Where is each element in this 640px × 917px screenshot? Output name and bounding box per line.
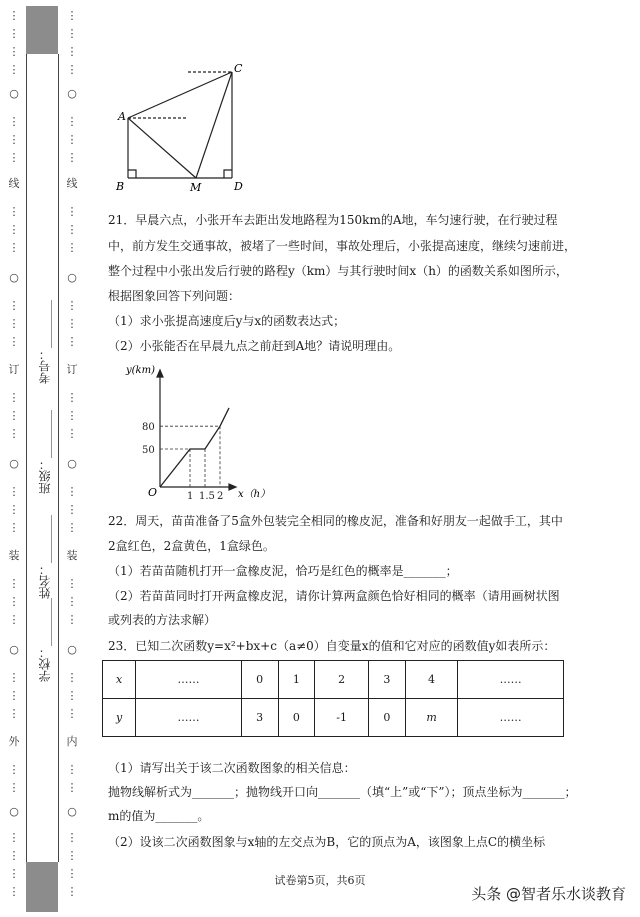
q21-line4: 根据图象回答下列问题：: [108, 289, 241, 303]
q23-sub1a: 抛物线解析式为_______；抛物线开口向_______（填“上”或“下”）；顶点坐标为_______；: [108, 785, 577, 799]
table-row-y: [103, 699, 564, 737]
q23-sub1b: m的值为_______。: [108, 809, 210, 823]
q22-sub1: （1）若苗苗随机打开一盒橡皮泥，恰巧是红色的概率是_______；: [108, 564, 458, 578]
outer-outside-char: 外: [8, 735, 20, 748]
y-axis-label: y(km): [126, 365, 155, 376]
q22-sub2b: 或列表的方法求解）: [108, 613, 217, 627]
q21-line2: 中，前方发生交通事故，被堵了一些时间，事故处理后，小张提高速度，继续匀速前进，: [108, 239, 577, 253]
distance-time-chart: [110, 360, 280, 505]
outer-dotted-column: ⋮ ⋮ ⋮ ⋮ ○ ⋮ ⋮ ⋮ 线 ⋮ ⋮ ⋮ ○ ⋮ ⋮ ⋮ 订 ⋮ ⋮ ⋮ ○ ⋮ ⋮ ⋮ 装 ⋮ ⋮ ⋮ ○ ⋮ ⋮ ⋮ 外 ⋮ ⋮ ○ ⋮ ⋮ ⋮ ⋮: [8, 9, 20, 898]
q21-line3: 整个过程中小张出发后行驶的路程y（km）与其行驶时间x（h）的函数关系如图所示，: [108, 264, 568, 278]
table-cell: m: [405, 699, 458, 737]
x-axis-arrow: [229, 484, 236, 490]
table-cell: 0: [369, 699, 406, 737]
label-m: M: [190, 181, 202, 194]
q22-line2: 2盒红色，2盒黄色，1盒绿色。: [108, 539, 275, 553]
page-footer: 试卷第5页，共6页: [274, 874, 366, 887]
table-cell: 1: [278, 661, 315, 699]
x-tick-label: 2: [217, 491, 224, 502]
label-b: B: [116, 180, 125, 193]
binding-strip: [0, 0, 90, 917]
y-tick-label: 80: [142, 422, 155, 434]
table-cell: 3: [369, 661, 406, 699]
table-cell: 3: [241, 699, 278, 737]
table-cell: 0: [278, 699, 315, 737]
y-tick-label: 50: [142, 445, 155, 456]
watermark: 头条 @智者乐水谈教育: [471, 885, 626, 903]
label-c: C: [234, 62, 243, 75]
chart-series-line: [160, 408, 229, 487]
y-axis-arrow: [157, 370, 163, 377]
table-cell: ……: [136, 699, 242, 737]
gray-block-top: [26, 6, 58, 54]
table-cell: ……: [136, 661, 242, 699]
inner-line-char: 线: [66, 177, 78, 190]
table-row-x: [103, 661, 564, 699]
table-cell: y: [103, 699, 136, 737]
q21-line1: 21．早晨六点，小张开车去距出发地路程为150km的A地，车匀速行驶，在行驶过程: [108, 213, 558, 227]
x-axis-label: x（h）: [238, 489, 271, 500]
school-label: 学校：________: [38, 598, 52, 682]
table-cell: -1: [315, 699, 369, 737]
table-cell: x: [103, 661, 136, 699]
q23-line1: 23．已知二次函数y=x²+bx+c（a≠0）自变量x的值和它对应的函数值y如表所示：: [108, 639, 556, 653]
exam-number-label: 考号：________: [38, 300, 52, 384]
outer-line-char: 线: [8, 177, 20, 190]
q23-sub1: （1）请写出关于该二次函数图象的相关信息：: [108, 761, 356, 775]
table-cell: ……: [458, 661, 564, 699]
x-tick-label: 1: [187, 491, 194, 502]
name-label: 姓名：________: [38, 515, 52, 599]
q22-line1: 22．周天，苗苗准备了5盒外包装完全相同的橡皮泥，准备和好朋友一起做手工，其中: [108, 514, 563, 528]
origin-label: O: [148, 486, 158, 499]
inner-dotted-column: ⋮ ⋮ ⋮ ⋮ ○ ⋮ ⋮ ⋮ 线 ⋮ ⋮ ⋮ ○ ⋮ ⋮ ⋮ 订 ⋮ ⋮ ⋮ ○ ⋮ ⋮ ⋮ 装 ⋮ ⋮ ⋮ ○ ⋮ ⋮ ⋮ 内 ⋮ ⋮ ○ ⋮ ⋮ ⋮ ⋮: [66, 9, 78, 898]
table-cell: 0: [241, 661, 278, 699]
q22-sub2a: （2）若苗苗同时打开两盒橡皮泥，请你计算两盒颜色恰好相同的概率（请用画树状图: [108, 589, 560, 603]
table-cell: 4: [405, 661, 458, 699]
q21-sub1: （1）求小张提高速度后y与x的函数表达式；: [108, 314, 346, 328]
inner-seal-char: 装: [66, 549, 78, 562]
geometry-figure: [100, 58, 260, 198]
inner-inside-char: 内: [66, 735, 78, 748]
outer-seal-char: 装: [8, 549, 20, 562]
outer-bind-char: 订: [8, 363, 20, 376]
value-table: [102, 660, 564, 737]
x-tick-label: 1.5: [199, 491, 215, 502]
table-cell: 2: [315, 661, 369, 699]
q21-sub2: （2）小张能否在早晨九点之前赶到A地？请说明理由。: [108, 339, 401, 353]
label-d: D: [234, 180, 243, 193]
q23-sub2: （2）设该二次函数图象与x轴的左交点为B，它的顶点为A，该图象上点C的横坐标: [108, 835, 546, 849]
class-label: 班级：________: [38, 410, 52, 494]
table-cell: ……: [458, 699, 564, 737]
inner-bind-char: 订: [66, 363, 78, 376]
label-a: A: [118, 110, 126, 123]
